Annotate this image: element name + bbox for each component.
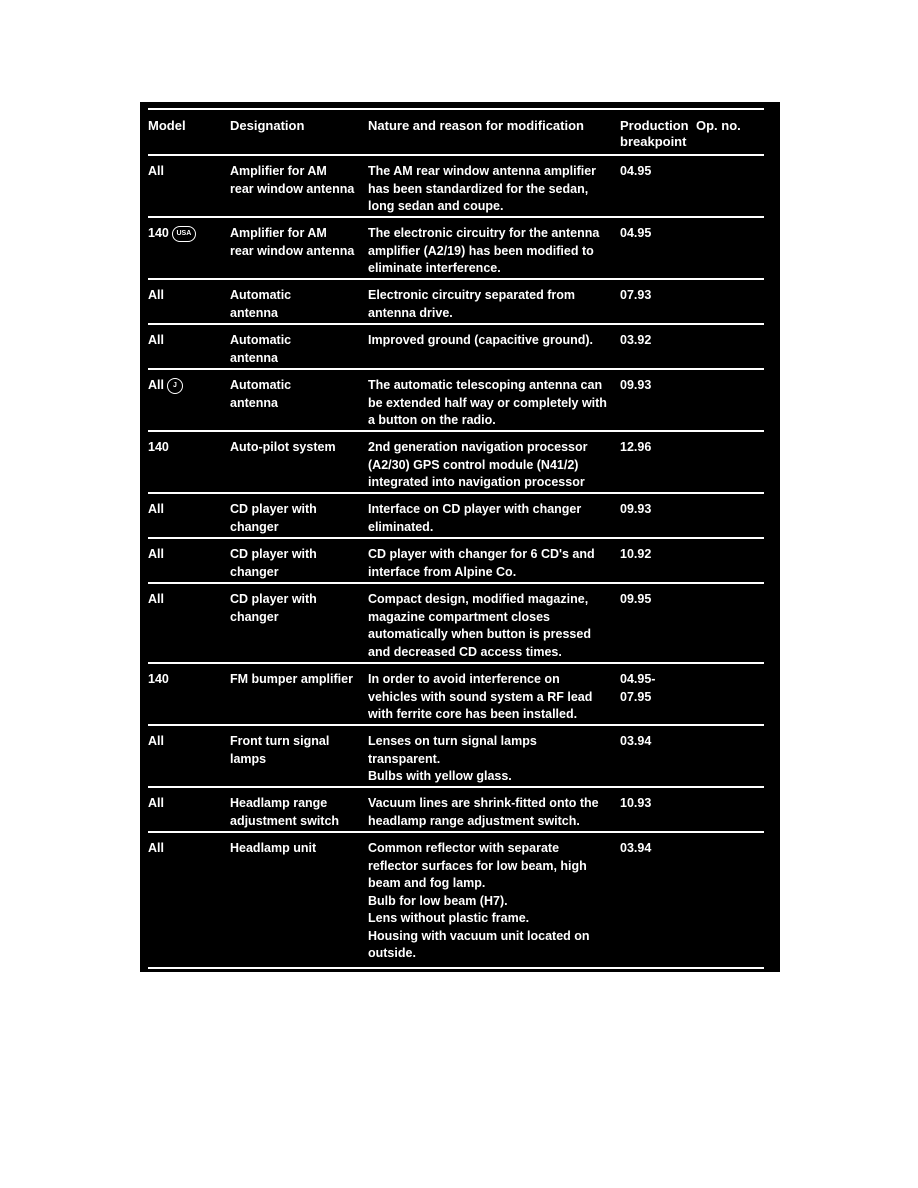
table-row [148, 584, 764, 664]
cell-nature: Improved ground (capacitive ground). [368, 333, 594, 347]
cell-production: 03.94 [620, 841, 652, 855]
cell-production: 10.92 [620, 547, 652, 561]
cell-production: 03.94 [620, 734, 652, 748]
model-value: All [148, 547, 164, 561]
cell-model [148, 733, 230, 751]
cell-model [148, 163, 230, 181]
table-row [148, 156, 764, 218]
country-badge-icon: USA [172, 226, 196, 242]
cell-model [148, 840, 230, 858]
cell-designation: Automatic antenna [230, 378, 292, 410]
cell-model [148, 546, 230, 564]
cell-designation: Headlamp unit [230, 841, 317, 855]
cell-nature: Compact design, modified magazine, magazine compartment closes automatically when button is pressed and decreased CD access times. [368, 592, 591, 659]
cell-designation: Headlamp range adjustment switch [230, 796, 340, 828]
cell-production: 09.95 [620, 592, 652, 606]
cell-nature: 2nd generation navigation processor (A2/30) GPS control module (N41/2) integrated into navigation processor [368, 440, 588, 489]
table-row [148, 280, 764, 325]
cell-model [148, 225, 230, 243]
cell-designation: Automatic antenna [230, 333, 292, 365]
cell-nature: The electronic circuitry for the antenna amplifier (A2/19) has been modified to eliminate interference. [368, 226, 600, 275]
cell-production: 04.95- 07.95 [620, 672, 656, 704]
table-row [148, 664, 764, 726]
table-row [148, 726, 764, 788]
table-header-row [148, 110, 764, 156]
model-value: All [148, 734, 164, 748]
cell-nature: The automatic telescoping antenna can be extended half way or completely with a button on the radio. [368, 378, 607, 427]
cell-model [148, 501, 230, 519]
table-row [148, 788, 764, 833]
cell-designation: Amplifier for AM rear window antenna [230, 226, 355, 258]
model-value: All [148, 841, 164, 855]
cell-designation: Auto-pilot system [230, 440, 336, 454]
cell-model [148, 287, 230, 305]
cell-designation: Front turn signal lamps [230, 734, 330, 766]
header-model: Model [148, 118, 186, 133]
cell-nature: In order to avoid interference on vehicles with sound system a RF lead with ferrite core has been installed. [368, 672, 593, 721]
header-production: Production breakpoint [620, 118, 689, 149]
cell-designation: FM bumper amplifier [230, 672, 353, 686]
cell-designation: CD player with changer [230, 547, 317, 579]
cell-production: 03.92 [620, 333, 652, 347]
cell-nature: Electronic circuitry separated from antenna drive. [368, 288, 576, 320]
cell-model [148, 332, 230, 350]
cell-nature: Interface on CD player with changer eliminated. [368, 502, 582, 534]
model-value: All [148, 378, 164, 392]
model-value: All [148, 288, 164, 302]
cell-production: 04.95 [620, 226, 652, 240]
header-designation: Designation [230, 118, 305, 133]
cell-nature: CD player with changer for 6 CD's and interface from Alpine Co. [368, 547, 595, 579]
model-value: All [148, 502, 164, 516]
cell-production: 09.93 [620, 378, 652, 392]
model-value: All [148, 333, 164, 347]
table-row [148, 833, 764, 969]
header-opno: Op. no. [696, 118, 741, 133]
cell-nature: Vacuum lines are shrink-fitted onto the headlamp range adjustment switch. [368, 796, 599, 828]
model-value: All [148, 592, 164, 606]
cell-designation: Amplifier for AM rear window antenna [230, 164, 355, 196]
cell-designation: CD player with changer [230, 592, 317, 624]
cell-designation: CD player with changer [230, 502, 317, 534]
model-value: 140 [148, 440, 169, 454]
model-value: 140 [148, 226, 169, 240]
model-value: All [148, 796, 164, 810]
cell-production: 07.93 [620, 288, 652, 302]
table-row [148, 539, 764, 584]
cell-model [148, 795, 230, 813]
cell-model [148, 671, 230, 689]
table-row [148, 218, 764, 280]
cell-model [148, 591, 230, 609]
table-row [148, 370, 764, 432]
cell-nature: The AM rear window antenna amplifier has been standardized for the sedan, long sedan and coupe. [368, 164, 597, 213]
modification-table [140, 102, 780, 972]
cell-production: 09.93 [620, 502, 652, 516]
model-value: All [148, 164, 164, 178]
cell-nature: Common reflector with separate reflector surfaces for low beam, high beam and fog lamp. Bulb for low beam (H7). Lens without plastic frame. Housing with vacuum unit located on outside. [368, 841, 590, 960]
country-badge-icon: J [167, 378, 183, 394]
cell-designation: Automatic antenna [230, 288, 292, 320]
cell-model [148, 439, 230, 457]
cell-production: 12.96 [620, 440, 652, 454]
header-nature: Nature and reason for modification [368, 118, 584, 133]
table-row [148, 325, 764, 370]
table-row [148, 494, 764, 539]
model-value: 140 [148, 672, 169, 686]
table-body [148, 156, 772, 969]
cell-production: 04.95 [620, 164, 652, 178]
cell-nature: Lenses on turn signal lamps transparent. Bulbs with yellow glass. [368, 734, 537, 783]
cell-model [148, 377, 230, 395]
cell-production: 10.93 [620, 796, 652, 810]
table-row [148, 432, 764, 494]
